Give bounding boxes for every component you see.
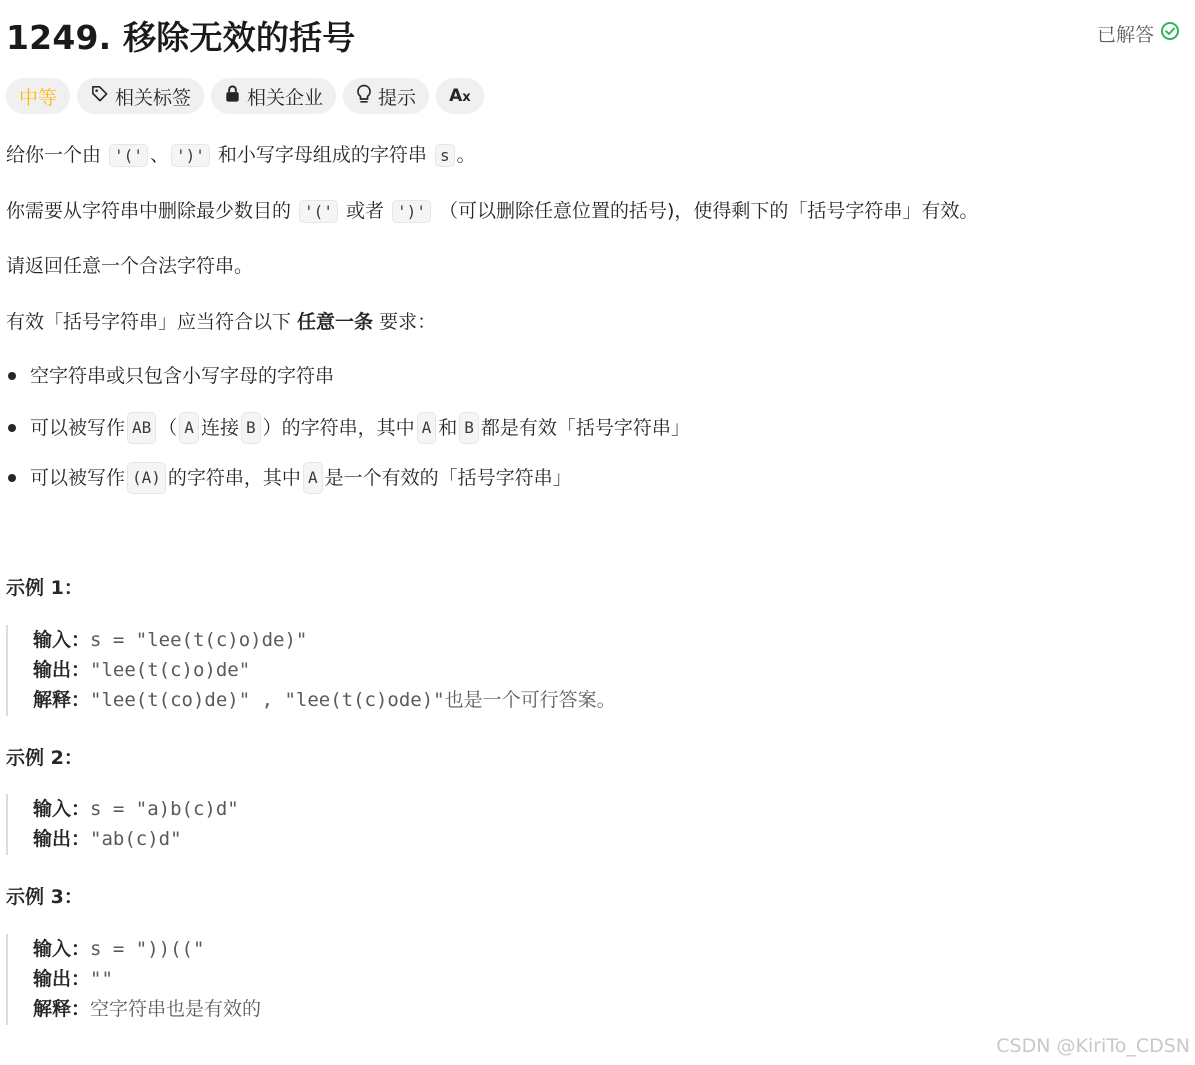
example-output: 输出： "ab(c)d" <box>33 828 182 850</box>
example-1-block <box>6 625 616 716</box>
description-paragraph-3: 请返回任意一个合法字符串。 <box>6 255 254 277</box>
list-item: 空字符串或只包含小写字母的字符串 <box>6 362 334 390</box>
title-row <box>6 12 1186 56</box>
example-explanation: 解释： "lee(t(co)de)" , "lee(t(c)ode)" 也是一个可行答案。 <box>33 689 616 711</box>
problem-title[interactable]: 1249. 移除无效的括号 <box>6 18 356 57</box>
lock-icon <box>224 84 241 108</box>
inline-code: ')' <box>392 200 431 223</box>
example-3-title: 示例 3： <box>6 886 83 908</box>
solved-label: 已解答 <box>1096 24 1154 46</box>
example-input: 输入： s = "a)b(c)d" <box>33 798 239 820</box>
tag-icon <box>90 84 109 108</box>
translate-button[interactable] <box>436 78 484 114</box>
related-tags-label: 相关标签 <box>115 86 192 109</box>
example-2-block <box>6 794 239 855</box>
description-paragraph-1: 给你一个由 '(' 、 ')' 和小写字母组成的字符串 s 。 <box>6 144 476 166</box>
inline-code: A <box>303 462 323 494</box>
bullet-dot <box>8 372 16 380</box>
solved-status <box>1097 20 1180 47</box>
watermark: CSDN @KiriTo_CDSN <box>996 1035 1190 1057</box>
hint-label: 提示 <box>378 86 417 109</box>
inline-code: '(' <box>299 200 338 223</box>
check-circle-icon <box>1160 21 1180 46</box>
description-paragraph-2: 你需要从字符串中删除最少数目的 '(' 或者 ')' （可以删除任意位置的括号)，使得剩下的「括号字符串」有效。 <box>6 200 979 222</box>
bullet-dot <box>8 474 16 482</box>
difficulty-badge[interactable] <box>6 78 70 114</box>
example-input: 输入： s = "lee(t(c)o)de)" <box>33 629 308 651</box>
inline-code: (A) <box>127 462 166 494</box>
example-3-block <box>6 934 261 1025</box>
related-tags-button[interactable] <box>77 78 204 114</box>
tag-bar <box>6 78 484 114</box>
lightbulb-icon <box>356 84 372 109</box>
description-paragraph-4: 有效「括号字符串」应当符合以下 任意一条 要求： <box>6 311 437 333</box>
example-output: 输出： "lee(t(c)o)de" <box>33 659 251 681</box>
list-item: 可以被写作 AB （ A 连接 B ）的字符串，其中 A 和 B 都是有效「括号字符串」 <box>6 412 690 444</box>
translate-icon: Ax <box>449 86 471 106</box>
example-2-title: 示例 2： <box>6 747 83 769</box>
inline-code: s <box>435 144 455 167</box>
list-item: 可以被写作 (A) 的字符串，其中 A 是一个有效的「括号字符串」 <box>6 462 572 494</box>
example-explanation: 解释： 空字符串也是有效的 <box>33 998 262 1020</box>
example-input: 输入： s = "))((" <box>33 938 205 960</box>
related-companies-button[interactable] <box>211 78 336 114</box>
inline-code: ')' <box>171 144 210 167</box>
inline-code: A <box>179 412 199 444</box>
inline-code: AB <box>127 412 156 444</box>
inline-code: A <box>417 412 437 444</box>
difficulty-label: 中等 <box>19 86 58 109</box>
inline-code: B <box>241 412 261 444</box>
example-output: 输出： "" <box>33 968 113 990</box>
related-companies-label: 相关企业 <box>247 86 324 109</box>
inline-code: B <box>459 412 479 444</box>
bullet-dot <box>8 424 16 432</box>
inline-code: '(' <box>109 144 148 167</box>
example-1-title: 示例 1： <box>6 577 83 599</box>
hint-button[interactable] <box>343 78 429 114</box>
